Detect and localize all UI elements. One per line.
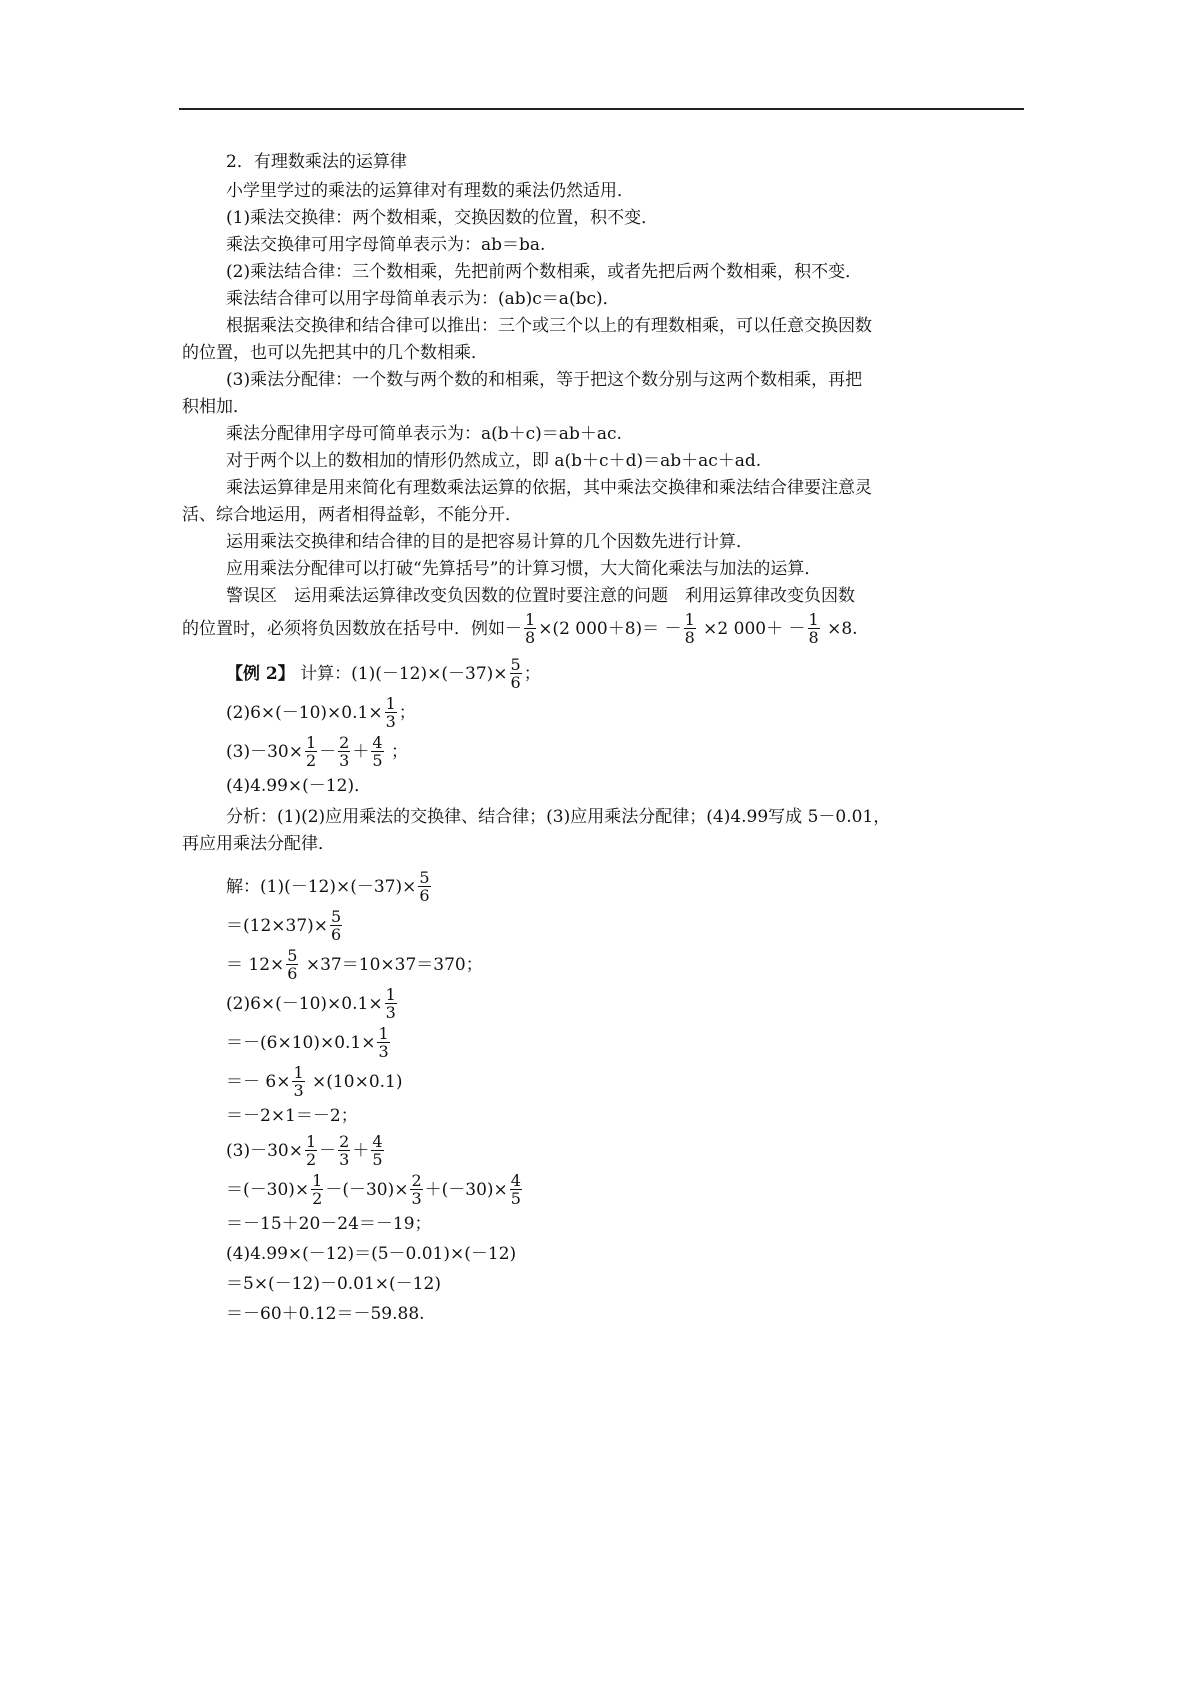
- numerator: 4: [372, 733, 383, 752]
- solution-line: [226, 986, 1024, 1021]
- denominator: 2: [312, 1189, 323, 1208]
- denominator: 3: [385, 712, 396, 731]
- numerator: 4: [372, 1132, 383, 1151]
- numerator: 5: [510, 655, 521, 674]
- denominator: 2: [305, 1150, 317, 1169]
- solution-line: [226, 1211, 1024, 1237]
- text: ＝(－30)×: [226, 1179, 310, 1200]
- denominator: 6: [287, 964, 298, 983]
- denominator: 8: [808, 628, 819, 647]
- text: ＝ 12×: [226, 954, 285, 975]
- paragraph: 小学里学过的乘法的运算律对有理数的乘法仍然适用．: [226, 181, 634, 201]
- paragraph: 活、综合地运用，两者相得益彰，不能分开．: [182, 505, 522, 525]
- fraction: [311, 1172, 323, 1207]
- numerator: 1: [305, 1132, 317, 1151]
- text: (3)－30×: [226, 1140, 303, 1161]
- fraction: [510, 656, 522, 691]
- fraction: [418, 869, 430, 904]
- solution-line: [226, 1301, 1024, 1327]
- text: ＝－ 6×: [226, 1071, 291, 1092]
- numerator: 5: [419, 868, 430, 887]
- text: ＝－(6×10)×0.1×: [226, 1032, 376, 1053]
- example-question-4: [226, 773, 1024, 799]
- numerator: 1: [293, 1063, 304, 1082]
- text: ＋: [352, 741, 370, 762]
- numerator: 2: [411, 1171, 422, 1190]
- text: ＝(12×37)×: [226, 915, 329, 936]
- denominator: 6: [510, 673, 521, 692]
- fraction: [377, 1025, 389, 1060]
- analysis: 再应用乘法分配律．: [182, 834, 335, 854]
- fraction: [292, 1064, 304, 1099]
- paragraph: 应用乘法分配律可以打破“先算括号”的计算习惯，大大简化乘法与加法的运算．: [226, 559, 822, 579]
- section-title: 2．有理数乘法的运算律: [226, 152, 407, 172]
- text: 解：(1)(－12)×(－37)×: [226, 876, 417, 897]
- warning-example-line: [182, 611, 1024, 646]
- example-label: 【例 2】: [226, 663, 295, 684]
- numerator: 1: [312, 1171, 323, 1190]
- denominator: 2: [305, 751, 317, 770]
- paragraph: 的位置，也可以先把其中的几个数相乘．: [182, 343, 488, 363]
- text: (3)－30×: [226, 741, 303, 762]
- header-rule: [179, 108, 1024, 110]
- fraction: [385, 986, 397, 1021]
- paragraph: 乘法分配律用字母可简单表示为：a(b＋c)＝ab＋ac.: [226, 424, 622, 444]
- solution-line: [226, 1103, 1024, 1129]
- denominator: 6: [331, 925, 342, 944]
- fraction: [371, 1133, 383, 1168]
- paragraph: 积相加．: [182, 397, 250, 417]
- fraction: [330, 908, 342, 943]
- text: －(－30)×: [325, 1179, 409, 1200]
- numerator: 1: [385, 985, 396, 1004]
- paragraph: (3)乘法分配律：一个数与两个数的和相乘，等于把这个数分别与这两个数相乘，再把: [226, 370, 863, 390]
- solution-line: [226, 1133, 1024, 1168]
- text: ×(2 000＋8)＝ －: [538, 618, 682, 639]
- numerator: 4: [510, 1171, 521, 1190]
- denominator: 6: [419, 886, 430, 905]
- text: 计算：(1)(－12)×(－37)×: [300, 663, 508, 684]
- text: ×37＝10×37＝370；: [300, 954, 483, 975]
- text: (2)6×(－10)×0.1×: [226, 993, 383, 1014]
- denominator: 5: [372, 1150, 383, 1169]
- numerator: 2: [339, 733, 350, 752]
- fraction: [305, 734, 317, 769]
- fraction: [305, 1133, 317, 1168]
- text: ＋(－30)×: [424, 1179, 508, 1200]
- numerator: 5: [287, 946, 298, 965]
- text: ＝－15＋20－24＝－19；: [226, 1214, 432, 1234]
- solution-line: [226, 1271, 1024, 1297]
- numerator: 1: [525, 610, 536, 629]
- document-body: [182, 150, 1024, 1331]
- paragraph: 乘法结合律可以用字母简单表示为：(ab)c＝a(bc)．: [226, 289, 620, 309]
- numerator: 1: [684, 610, 695, 629]
- denominator: 3: [339, 1150, 350, 1169]
- fraction: [371, 734, 383, 769]
- text: ；: [398, 702, 416, 723]
- solution-line: [226, 1025, 1024, 1060]
- fraction: [338, 1133, 350, 1168]
- text: ；: [390, 741, 408, 762]
- numerator: 5: [331, 907, 342, 926]
- solution-line: [226, 1064, 1024, 1099]
- numerator: 1: [378, 1024, 389, 1043]
- text: ＝－60＋0.12＝－59.88.: [226, 1304, 425, 1324]
- text: (4)4.99×(－12)＝(5－0.01)×(－12): [226, 1244, 517, 1264]
- denominator: 8: [525, 628, 536, 647]
- fraction: [808, 611, 820, 646]
- fraction: [385, 695, 397, 730]
- paragraph: (2)乘法结合律：三个数相乘，先把前两个数相乘，或者先把后两个数相乘，积不变．: [226, 262, 863, 282]
- paragraph: 乘法交换律可用字母简单表示为：ab＝ba.: [226, 235, 546, 255]
- fraction: [410, 1172, 422, 1207]
- example-question-2: [226, 695, 1024, 730]
- text: ×8.: [821, 618, 858, 639]
- denominator: 3: [385, 1003, 396, 1022]
- paragraph: 乘法运算律是用来简化有理数乘法运算的依据，其中乘法交换律和乘法结合律要注意灵: [226, 478, 872, 498]
- fraction: [286, 947, 298, 982]
- text: (2)6×(－10)×0.1×: [226, 702, 383, 723]
- numerator: 1: [808, 610, 819, 629]
- analysis: 分析：(1)(2)应用乘法的交换律、结合律；(3)应用乘法分配律；(4)4.99写成 5－0.01，: [226, 807, 891, 827]
- text: ＝－2×1＝－2；: [226, 1106, 358, 1126]
- solution-line: [226, 1241, 1024, 1267]
- denominator: 3: [339, 751, 350, 770]
- text: (4)4.99×(－12)．: [226, 776, 372, 796]
- paragraph: 运用乘法交换律和结合律的目的是把容易计算的几个因数先进行计算．: [226, 532, 753, 552]
- example-question-3: [226, 734, 1024, 769]
- fraction: [510, 1172, 522, 1207]
- numerator: 1: [385, 694, 396, 713]
- example-2: [182, 656, 1024, 856]
- paragraph: (1)乘法交换律：两个数相乘，交换因数的位置，积不变．: [226, 208, 659, 228]
- solution-line: [226, 869, 1024, 904]
- numerator: 2: [339, 1132, 350, 1151]
- example-question-1: [226, 656, 1024, 691]
- denominator: 3: [411, 1189, 422, 1208]
- numerator: 1: [305, 733, 317, 752]
- denominator: 8: [684, 628, 695, 647]
- solution: [182, 869, 1024, 1327]
- fraction: [338, 734, 350, 769]
- fraction: [684, 611, 696, 646]
- denominator: 5: [510, 1189, 521, 1208]
- text: －: [319, 1140, 337, 1161]
- text: ＝5×(－12)－0.01×(－12): [226, 1274, 441, 1294]
- text: －: [319, 741, 337, 762]
- solution-line: [226, 1172, 1024, 1207]
- solution-line: [226, 947, 1024, 982]
- solution-line: [226, 908, 1024, 943]
- text: ×2 000＋ －: [697, 618, 806, 639]
- text: ；: [523, 663, 541, 684]
- paragraph: 根据乘法交换律和结合律可以推出：三个或三个以上的有理数相乘，可以任意交换因数: [226, 316, 872, 336]
- warning-paragraph: 警误区 运用乘法运算律改变负因数的位置时要注意的问题 利用运算律改变负因数: [226, 586, 855, 606]
- text: ×(10×0.1): [306, 1071, 403, 1092]
- paragraph: 对于两个以上的数相加的情形仍然成立，即 a(b＋c＋d)＝ab＋ac＋ad.: [226, 451, 762, 471]
- denominator: 3: [378, 1042, 389, 1061]
- text: ＋: [352, 1140, 370, 1161]
- denominator: 3: [293, 1081, 304, 1100]
- text: 的位置时，必须将负因数放在括号中．例如－: [182, 618, 522, 639]
- denominator: 5: [372, 751, 383, 770]
- fraction: [524, 611, 536, 646]
